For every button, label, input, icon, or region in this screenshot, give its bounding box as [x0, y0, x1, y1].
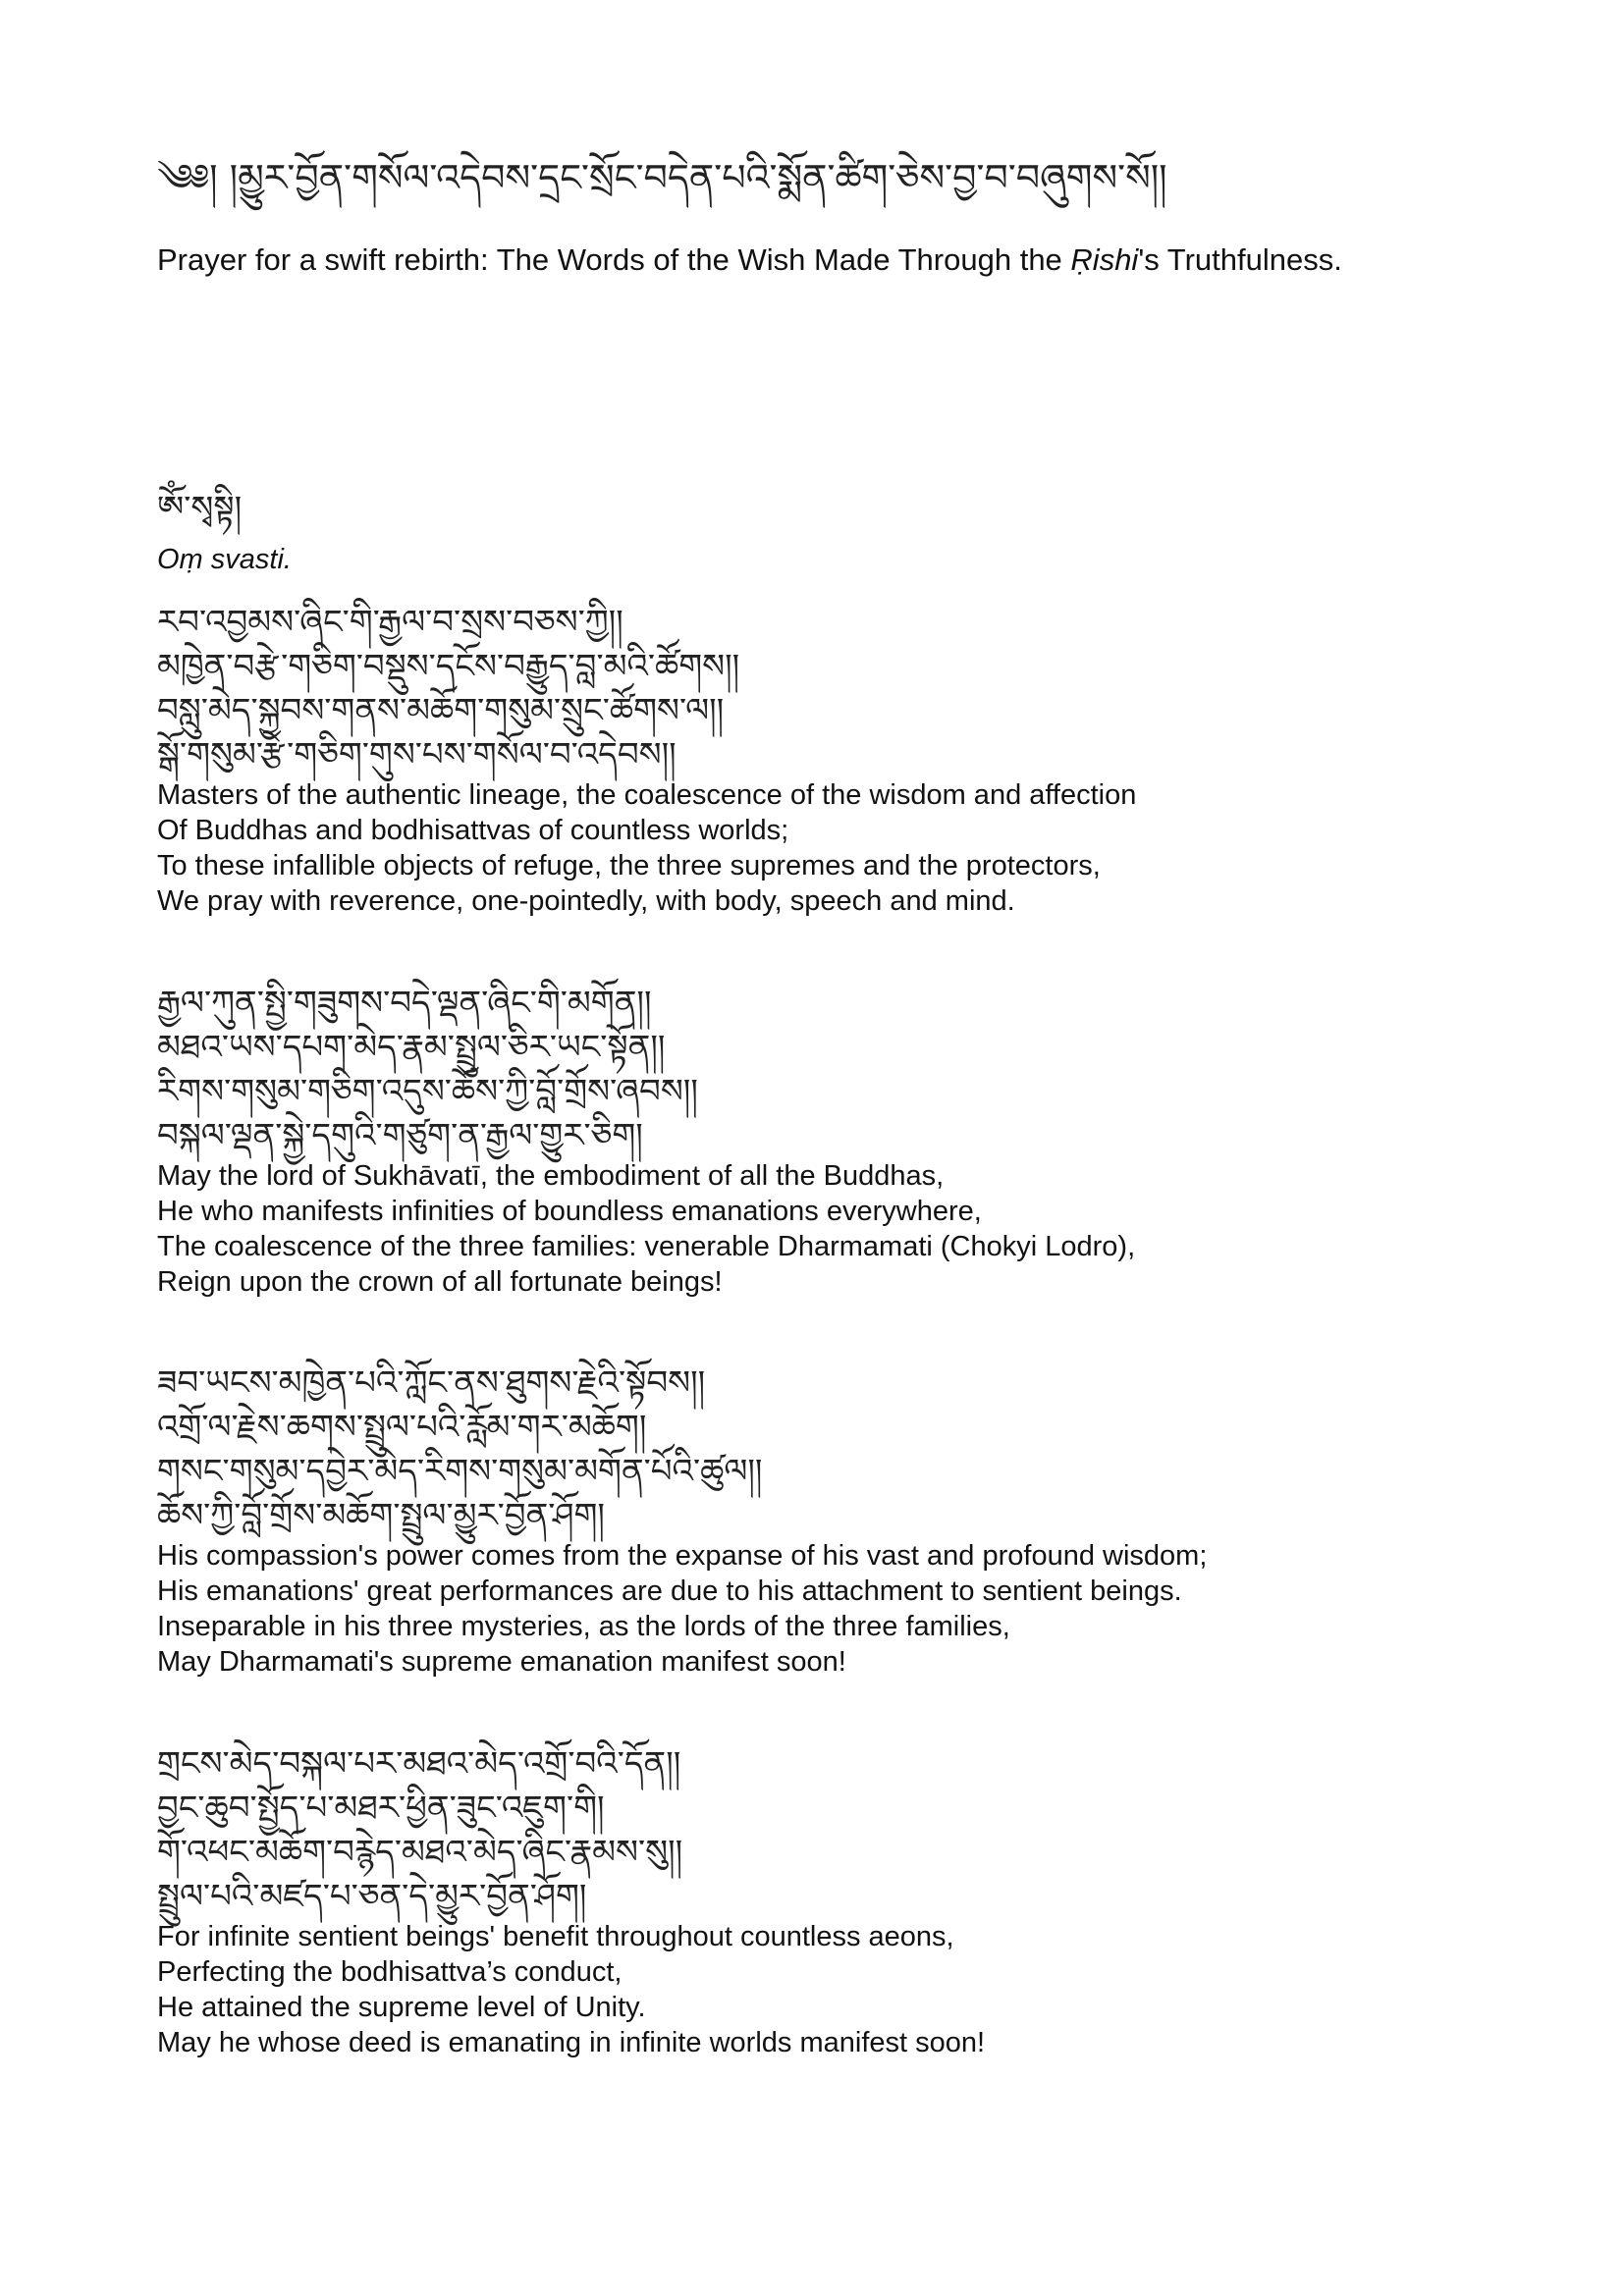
- title-english-part-1: Prayer for a swift rebirth: The Words of the Wish Made Through the: [157, 242, 1071, 277]
- stanza-1-tibetan-line-3: བསླུ་མེད་སྐྱབས་གནས་མཆོག་གསུམ་སྲུང་ཚོགས་ལ།།: [157, 691, 725, 730]
- stanza-2-tibetan-line-4: བསྐལ་ལྡན་སྐྱེ་དགུའི་གཙུག་ན་རྒྱལ་གྱུར་ཅིག།: [157, 1116, 643, 1155]
- stanza-4-tibetan-line-1: གྲངས་མེད་བསྐལ་པར་མཐའ་མེད་འགྲོ་བའི་དོན།།: [157, 1744, 681, 1784]
- stanza-3-english-line-1: His compassion's power comes from the expanse of his vast and profound wisdom;: [157, 1540, 1208, 1572]
- stanza-3: [157, 1362, 1512, 1680]
- stanza-3-tibetan-line-3: གསང་གསུམ་དབྱེར་མེད་རིགས་གསུམ་མགོན་པོའི་ཚུལ།།: [157, 1452, 763, 1491]
- stanza-4: [157, 1742, 1512, 2060]
- title-english: [157, 242, 1342, 278]
- invocation-tibetan: ཨོཾ་སྭསྟི།: [157, 489, 243, 528]
- stanza-2-tibetan-line-3: རིགས་གསུམ་གཅིག་འདུས་ཆོས་ཀྱི་བློ་གྲོས་ཞབས།།: [157, 1072, 698, 1111]
- stanza-2-english-line-4: Reign upon the crown of all fortunate beings!: [157, 1266, 723, 1298]
- stanza-3-tibetan-line-1: ཟབ་ཡངས་མཁྱེན་པའི་ཀློང་ནས་ཐུགས་རྗེའི་སྟོབས།།: [157, 1363, 706, 1403]
- stanza-3-tibetan-line-2: འགྲོ་ལ་རྗེས་ཆགས་སྤྲུལ་པའི་རློམ་གར་མཆོག།: [157, 1408, 647, 1447]
- stanza-1: [157, 601, 1512, 919]
- stanza-1-english-line-3: To these infallible objects of refuge, the three supremes and the protectors,: [157, 850, 1101, 881]
- stanza-1-tibetan-line-1: རབ་འབྱམས་ཞིང་གི་རྒྱལ་བ་སྲས་བཅས་ཀྱི།།: [157, 603, 623, 642]
- stanza-4-english-line-2: Perfecting the bodhisattva’s conduct,: [157, 1956, 623, 1988]
- stanza-4-tibetan-line-3: གོ་འཕང་མཆོག་བརྙེད་མཐའ་མེད་ཞིང་རྣམས་སུ།།: [157, 1833, 683, 1872]
- stanza-2-english-line-2: He who manifests infinities of boundless emanations everywhere,: [157, 1196, 982, 1227]
- stanza-3-english-line-4: May Dharmamati's supreme emanation manifest soon!: [157, 1646, 846, 1678]
- stanza-4-english-line-3: He attained the supreme level of Unity.: [157, 1992, 646, 2023]
- stanza-3-english-line-2: His emanations' great performances are due to his attachment to sentient beings.: [157, 1575, 1182, 1607]
- stanza-2-english-line-1: May the lord of Sukhāvatī, the embodiment of all the Buddhas,: [157, 1160, 945, 1192]
- stanza-4-english-line-1: For infinite sentient beings' benefit throughout countless aeons,: [157, 1921, 954, 1952]
- stanza-1-english-line-2: Of Buddhas and bodhisattvas of countless worlds;: [157, 815, 789, 846]
- title-english-part-2: 's Truthfulness.: [1138, 242, 1342, 277]
- title-tibetan: ༄༅། །མྱུར་བྱོན་གསོལ་འདེབས་དྲང་སྲོང་བདེན་པའི་སྨོན་ཚིག་ཅེས་བྱ་བ་བཞུགས་སོ།།: [157, 156, 1167, 199]
- stanza-2-tibetan-line-1: རྒྱལ་ཀུན་སྤྱི་གཟུགས་བདེ་ལྡན་ཞིང་གི་མགོན།།: [157, 984, 652, 1023]
- stanza-2-tibetan-line-2: མཐའ་ཡས་དཔག་མེད་རྣམ་སྤྲུལ་ཅིར་ཡང་སྟོན།།: [157, 1028, 666, 1067]
- stanza-4-tibetan-line-2: བྱང་ཆུབ་སྤྱོད་པ་མཐར་ཕྱིན་ཟུང་འཇུག་གི།: [157, 1789, 605, 1828]
- stanza-1-english-line-4: We pray with reverence, one-pointedly, with body, speech and mind.: [157, 885, 1015, 917]
- stanza-1-english-line-1: Masters of the authentic lineage, the coalescence of the wisdom and affection: [157, 779, 1137, 811]
- stanza-3-tibetan-line-4: ཆོས་ཀྱི་བློ་གྲོས་མཆོག་སྤྲུལ་མྱུར་བྱོན་ཤོག།: [157, 1496, 605, 1535]
- stanza-3-english-line-3: Inseparable in his three mysteries, as the lords of the three families,: [157, 1611, 1010, 1642]
- stanza-2-english-line-3: The coalescence of the three families: venerable Dharmamati (Chokyi Lodro),: [157, 1231, 1136, 1262]
- stanza-2: [157, 982, 1512, 1300]
- stanza-4-tibetan-line-4: སྤྲུལ་པའི་མཛད་པ་ཅན་དེ་མྱུར་བྱོན་ཤོག།: [157, 1877, 587, 1916]
- stanza-4-english-line-4: May he whose deed is emanating in infinite worlds manifest soon!: [157, 2027, 986, 2058]
- title-english-rishi: Ṛishi: [1070, 242, 1139, 277]
- stanza-1-tibetan-line-4: སྒོ་གསུམ་རྩེ་གཅིག་གུས་པས་གསོལ་བ་འདེབས།།: [157, 735, 677, 774]
- invocation-english: Oṃ svasti.: [157, 544, 292, 575]
- stanza-1-tibetan-line-2: མཁྱེན་བརྩེ་གཅིག་བསྡུས་དངོས་བརྒྱུད་བླ་མའི་ཚོགས།།: [157, 647, 740, 686]
